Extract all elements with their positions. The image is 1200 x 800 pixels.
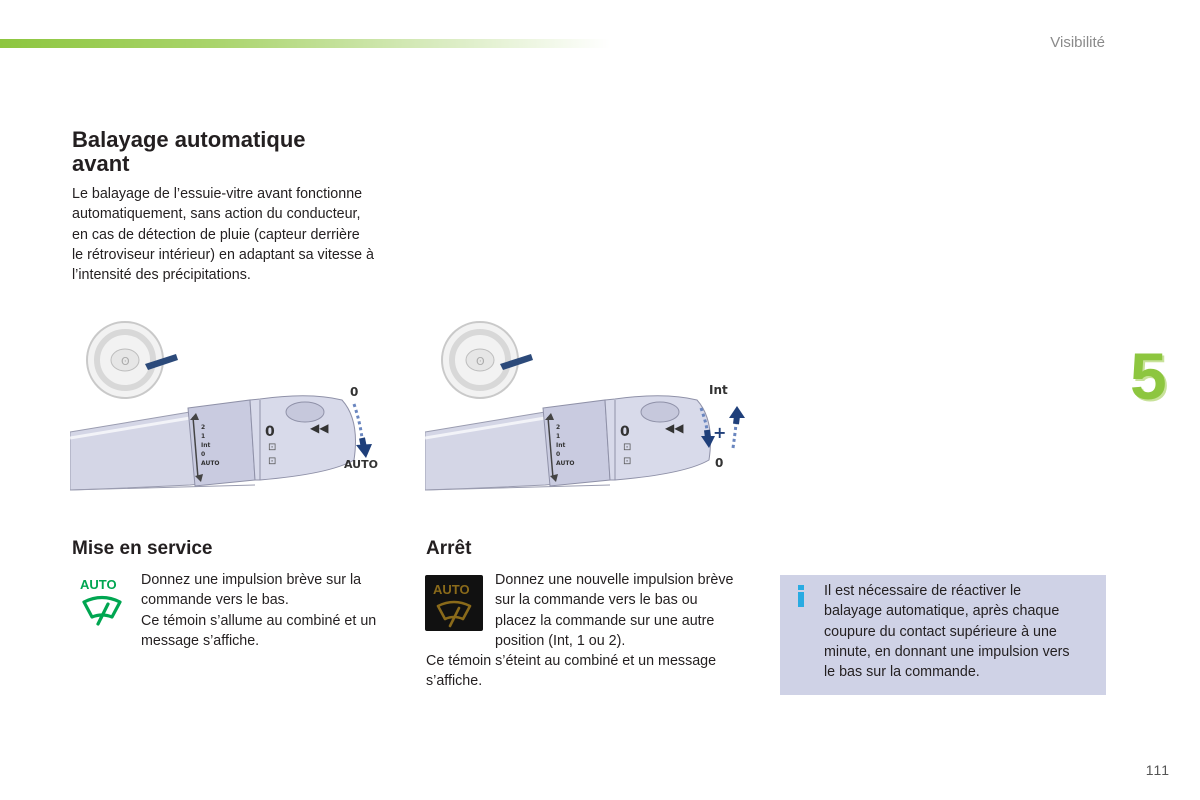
deactivation-followup-text	[426, 651, 766, 692]
arrow-bottom-label: 0	[715, 456, 724, 470]
activation-text	[141, 570, 401, 651]
position-label: Int	[201, 442, 211, 449]
text-line: message s’affiche.	[141, 632, 260, 649]
intro-line: en cas de détection de pluie (capteur derrière	[72, 226, 360, 243]
page-number: 111	[1145, 762, 1170, 778]
intro-line: le rétroviseur intérieur) en adaptant sa vitesse à	[72, 246, 374, 263]
dial-zero-label: 0	[265, 424, 275, 440]
wiper-stalk-illustration-activate	[70, 320, 410, 495]
position-label: 2	[556, 424, 561, 431]
up-arrow-icon	[729, 406, 745, 448]
deactivation-text	[495, 570, 765, 651]
arrow-top-label: 0	[350, 385, 359, 399]
svg-text:⊡: ⊡	[268, 442, 277, 453]
svg-text:ʘ: ʘ	[476, 355, 485, 368]
info-text	[824, 581, 1096, 682]
text-line: sur la commande vers le bas ou	[495, 592, 698, 609]
main-title-line: avant	[72, 151, 130, 176]
position-label: 0	[556, 451, 561, 458]
section-title: Visibilité	[1050, 34, 1105, 51]
main-title	[72, 128, 402, 176]
intro-line: automatiquement, sans action du conducteur,	[72, 206, 361, 223]
info-box	[780, 575, 1106, 695]
text-line: commande vers le bas.	[141, 592, 289, 609]
text-line: s’affiche.	[426, 673, 483, 690]
arrow-bottom-label: AUTO	[344, 458, 378, 471]
text-line: coupure du contact supérieure à une	[824, 623, 1057, 640]
svg-text:⊡: ⊡	[623, 456, 632, 467]
intro-paragraph	[72, 184, 402, 285]
wiper-stalk-illustration-deactivate	[425, 320, 765, 495]
info-icon	[795, 585, 807, 607]
position-label: 2	[201, 424, 206, 431]
text-line: minute, en donnant une impulsion vers	[824, 643, 1070, 660]
intro-line: Le balayage de l’essuie-vitre avant fonctionne	[72, 186, 363, 202]
text-line: Il est nécessaire de réactiver le	[824, 583, 1022, 599]
text-line: placez la commande sur une autre	[495, 612, 715, 629]
text-line: Ce témoin s’éteint au combiné et un message	[426, 653, 717, 669]
position-label: AUTO	[556, 460, 575, 467]
plus-sign: +	[713, 423, 727, 442]
text-line: Donnez une nouvelle impulsion brève	[495, 572, 734, 588]
steering-wheel-icon	[442, 322, 533, 398]
main-title-line: Balayage automatique	[72, 127, 306, 152]
text-line: le bas sur la commande.	[824, 664, 980, 681]
steering-wheel-icon	[87, 322, 178, 398]
icon-label: AUTO	[433, 582, 470, 597]
svg-text:⊡: ⊡	[623, 442, 632, 453]
arrow-top-label: Int	[709, 383, 728, 397]
section-heading-activation: Mise en service	[72, 538, 213, 559]
icon-label: AUTO	[80, 577, 117, 592]
svg-text:⊡: ⊡	[268, 456, 277, 467]
svg-text:◀◀: ◀◀	[310, 421, 329, 435]
svg-text:ʘ: ʘ	[121, 355, 130, 368]
auto-wiper-indicator-off-icon	[425, 575, 483, 631]
position-label: 0	[201, 451, 206, 458]
chapter-number: 5	[1130, 339, 1167, 413]
down-arrow-icon	[354, 404, 372, 458]
position-label: Int	[556, 442, 566, 449]
auto-wiper-indicator-on-icon	[78, 575, 126, 630]
text-line: balayage automatique, après chaque	[824, 603, 1060, 620]
position-label: 1	[201, 433, 206, 440]
text-line: Ce témoin s’allume au combiné et un	[141, 612, 377, 629]
text-line: Donnez une impulsion brève sur la	[141, 572, 362, 588]
svg-text:◀◀: ◀◀	[665, 421, 684, 435]
text-line: position (Int, 1 ou 2).	[495, 632, 626, 649]
header-accent-bar	[0, 39, 610, 48]
dial-zero-label: 0	[620, 424, 630, 440]
section-heading-deactivation: Arrêt	[426, 538, 472, 559]
position-label: 1	[556, 433, 561, 440]
position-label: AUTO	[201, 460, 220, 467]
intro-line: l’intensité des précipitations.	[72, 267, 251, 284]
